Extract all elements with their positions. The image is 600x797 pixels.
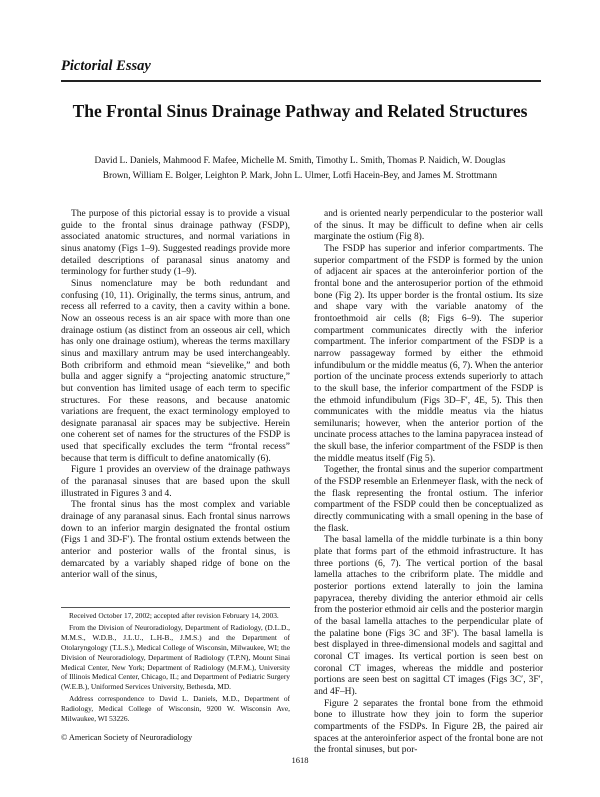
page-number: 1618 <box>291 755 309 765</box>
footnotes <box>61 611 290 726</box>
footnote-affiliations: From the Division of Neuroradiology, Department of Radiology, (D.L.D., M.M.S., W.D.B., J.L.U., L.H-B., J.M.S.) and the Department of Otolaryngology (T.L.S.), Medical College of Wisconsin, Milwaukee, WI; the Division of Neuroradiology, Department of Radiology (T.P.N), Mount Sinai Medical Center, New York; Department of Radiology (M.F.M.), University of Illinois Medical Center, Chicago, IL; and Department of Pediatric Surgery (W.E.B.), Uniformed Services University, Bethesda, MD. <box>61 622 290 692</box>
paragraph: Figure 1 provides an overview of the drainage pathways of the paranasal sinuses that are based upon the skull illustrated in Figures 3 and 4. <box>61 465 290 499</box>
footnote-received: Received October 17, 2002; accepted after revision February 14, 2003. <box>69 611 279 620</box>
author-list: David L. Daniels, Mahmood F. Mafee, Michelle M. Smith, Timothy L. Smith, Thomas P. Naidich, W. Douglas Brown, William E. Bolger, Leighton P. Mark, John L. Ulmer, Lotfi Hacein-Bey, and James M. Strottmann <box>94 156 506 181</box>
footnote-correspondence: Address correspondence to David L. Daniels, M.D., Department of Radiology, Medical College of Wisconsin, 9200 W. Wisconsin Ave, Milwaukee, WI 53226. <box>61 694 290 724</box>
paragraph: The basal lamella of the middle turbinate is a thin bony plate that forms part of the ethmoid infrastructure. It has three portions (6, 7). The vertical portion of the basal lamella attaches to the cribriform plate. The middle and posterior portions extend laterally to join the lamina papyracea, thereby dividing the anterior ethmoid air cells from the posterior ethmoid air cells and the posterior margin of the basal lamella attaches to the perpendicular plate of the palatine bone (Figs 3C and 3F′). The basal lamella is best displayed in three-dimensional models and sagittal and coronal CT images. Its vertical portion is seen best on coronal CT images, whereas the middle and posterior portions are seen best on sagittal CT images (Figs 3C′, 3F′, and 4F–H). <box>314 535 543 697</box>
paragraph: The frontal sinus has the most complex and variable drainage of any paranasal sinus. Each frontal sinus narrows down to an inferior margin designated the frontal ostium (Figs 1 and 3D-F′). The frontal ostium extends between the anterior and posterior walls of the frontal sinus, is demarcated by a variably shaped ridge of bone on the anterior wall of the sinus, <box>61 500 290 581</box>
paragraph: Figure 2 separates the frontal bone from the ethmoid bone to illustrate how they join to form the superior compartments of the FSDPs. In Figure 2B, the paired air spaces at the anteroinferior aspect of the frontal bone are not the frontal sinuses, but por- <box>314 698 543 756</box>
article-title: The Frontal Sinus Drainage Pathway and Related Structures <box>72 101 528 121</box>
paragraph: Together, the frontal sinus and the superior compartment of the FSDP resemble an Erlenmeyer flask, with the neck of the flask representing the frontal ostium. The inferior compartment of the FSDP could then be conceptualized as directly communicating with a small opening in the base of the flask. <box>314 465 543 534</box>
paragraph: The FSDP has superior and inferior compartments. The superior compartment of the FSDP is formed by the union of adjacent air spaces at the anteroinferior portion of the frontal bone and the anterosuperior portion of the ethmoid bone (Fig 2). Its upper border is the frontal ostium. Its size and shape vary with the variable anatomy of the frontoethmoid air cells (8; Figs 6–9). The superior compartment communicates directly with the inferior compartment. The inferior compartment of the FSDP is a narrow passageway formed by either the ethmoid infundibulum or the middle meatus (6, 7). When the anterior portion of the uncinate process extends superiorly to attach to the skull base, the inferior compartment of the FSDP is the ethmoid infundibulum (Figs 3D–F′, 4E, 5). This then communicates with the middle meatus via the hiatus semilunaris; however, when the anterior portion of the uncinate process attaches to the lamina papyracea instead of the skull base, the inferior compartment of the FSDP is then the middle meatus itself (Fig 5). <box>314 243 543 464</box>
paragraph: and is oriented nearly perpendicular to the posterior wall of the sinus. It may be difficult to define when air cells marginate the ostium (Fig 8). <box>314 209 543 243</box>
right-column <box>314 209 543 757</box>
footnote-divider <box>61 607 290 608</box>
paragraph: Sinus nomenclature may be both redundant and confusing (10, 11). Originally, the terms sinus, antrum, and recess all referred to a cavity, then a cavity within a bone. Now an osseous recess is an air space with more than one drainage ostium (as distinct from an osseous air cell, which has only one drainage ostium), whereas the terms maxillary sinus and maxillary antrum may be used interchangeably. Both cribriform and ethmoid mean “sievelike,” and both bulla and agger signify a “projecting anatomic structure,” but convention has limited usage of each term to specific structures. For these reasons, and because anatomic variations are frequent, the exact terminology employed to designate paranasal air spaces may be subjective. Herein one coherent set of names for the structures of the FSDP is used that specifically excludes the term “frontal recess” because that term is difficult to define anatomically (6). <box>61 278 290 464</box>
header-rule <box>61 80 541 82</box>
section-label: Pictorial Essay <box>61 58 151 74</box>
copyright-notice: © American Society of Neuroradiology <box>61 733 193 742</box>
paragraph: The purpose of this pictorial essay is to provide a visual guide to the frontal sinus drainage pathway (FSDP), associated anatomic structures, and normal variations in sinus anatomy (Figs 1–9). Suggested readings provide more detailed descriptions of paranasal sinus anatomy and terminology for further study (1–9). <box>61 209 290 278</box>
left-column <box>61 209 290 582</box>
